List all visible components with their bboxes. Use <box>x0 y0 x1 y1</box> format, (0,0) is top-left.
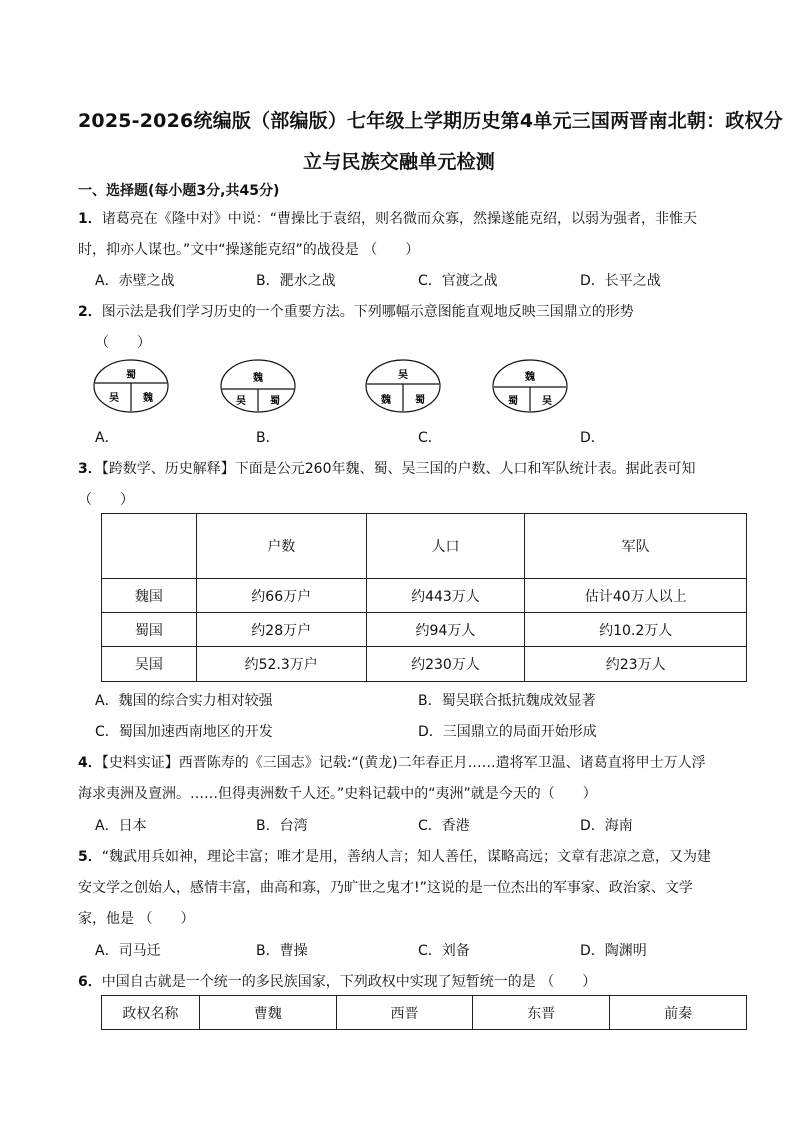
table-header-cell <box>102 514 197 579</box>
q3-option-a: A．魏国的综合实力相对较强 <box>95 693 273 709</box>
question-3 <box>78 458 695 478</box>
table-cell: 蜀国 <box>102 613 197 647</box>
diagram-d <box>492 359 568 413</box>
question-1 <box>78 208 697 228</box>
diagram-label-top: 蜀 <box>126 370 136 381</box>
table-cell: 约28万户 <box>196 613 366 647</box>
table-cell: 约94万人 <box>366 613 525 647</box>
q4-option-c: C．香港 <box>418 818 470 834</box>
table-cell: 西晋 <box>336 996 473 1030</box>
question-number: 5． <box>78 849 102 865</box>
diagram-c <box>365 359 441 413</box>
table-cell: 吴国 <box>102 647 197 682</box>
q3-option-d: D．三国鼎立的局面开始形成 <box>418 724 597 740</box>
diagram-label-left: 魏 <box>381 395 391 406</box>
table-cell: 约443万人 <box>366 579 525 613</box>
table-header-cell: 军队 <box>525 514 747 579</box>
table-cell: 约23万人 <box>525 647 747 682</box>
page-title-line2: 立与民族交融单元检测 <box>303 151 496 173</box>
q3-option-c: C．蜀国加速西南地区的开发 <box>95 724 273 740</box>
q2-option-c: C． <box>418 430 442 446</box>
table-cell: 估计40万人以上 <box>525 579 747 613</box>
diagram-label-left: 吴 <box>109 393 119 404</box>
q4-option-b: B．台湾 <box>256 818 308 834</box>
question-text: 【跨数学、历史解释】下面是公元260年魏、蜀、吴三国的户数、人口和军队统计表。据此表可知 <box>101 461 696 477</box>
question-number: 4． <box>78 755 102 771</box>
diagram-label-right: 吴 <box>542 396 552 407</box>
q1-option-c: C．官渡之战 <box>418 273 498 289</box>
diagram-a <box>93 359 169 413</box>
question-number: 1． <box>78 211 102 227</box>
question-text: 图示法是我们学习历史的一个重要方法。下列哪幅示意图能直观地反映三国鼎立的形势 <box>101 304 634 320</box>
table-row <box>102 647 747 682</box>
table-cell: 东晋 <box>473 996 610 1030</box>
question-text: 中国自古就是一个统一的多民族国家，下列政权中实现了短暂统一的是 （ ） <box>101 974 597 990</box>
question-5-line3: 家，他是 （ ） <box>78 911 195 927</box>
diagram-label-top: 魏 <box>253 373 263 384</box>
diagram-label-right: 蜀 <box>270 396 280 407</box>
q4-option-a: A．日本 <box>95 818 147 834</box>
table-cell: 约52.3万户 <box>196 647 366 682</box>
q1-option-b: B．淝水之战 <box>256 273 336 289</box>
table-cell: 约66万户 <box>196 579 366 613</box>
regime-table <box>101 995 747 1030</box>
table-header-cell: 户数 <box>196 514 366 579</box>
table-cell: 前秦 <box>610 996 747 1030</box>
diagram-label-right: 蜀 <box>415 395 425 406</box>
q5-option-d: D．陶渊明 <box>580 943 647 959</box>
diagram-label-left: 蜀 <box>508 396 518 407</box>
table-row <box>102 996 747 1030</box>
q3-option-b: B．蜀吴联合抵抗魏成效显著 <box>418 693 596 709</box>
table-cell: 约230万人 <box>366 647 525 682</box>
page-title: 2025-2026统编版（部编版）七年级上学期历史第4单元三国两晋南北朝：政权分 <box>78 110 783 132</box>
question-2-line2: （ ） <box>95 335 151 351</box>
table-row <box>102 579 747 613</box>
question-3-line2: （ ） <box>78 492 134 508</box>
q1-option-d: D．长平之战 <box>580 273 661 289</box>
table-header-row <box>102 514 747 579</box>
table-cell: 魏国 <box>102 579 197 613</box>
question-number: 2． <box>78 304 102 320</box>
q5-option-a: A．司马迁 <box>95 943 161 959</box>
table-cell: 政权名称 <box>102 996 200 1030</box>
table-cell: 约10.2万人 <box>525 613 747 647</box>
question-number: 6． <box>78 974 102 990</box>
question-4-line2: 海求夷洲及亶洲。……但得夷洲数千人还。”史料记载中的“夷洲”就是今天的（ ） <box>78 786 597 802</box>
table-header-cell: 人口 <box>366 514 525 579</box>
question-text: 【史料实证】西晋陈寿的《三国志》记载:“(黄龙)二年春正月……遣将军卫温、诸葛直将甲士万人浮 <box>101 755 706 771</box>
question-2 <box>78 301 634 321</box>
question-5 <box>78 846 711 866</box>
question-text: “魏武用兵如神，理论丰富；唯才是用，善纳人言；知人善任，谋略高远；文章有悲凉之意，又为建 <box>101 849 712 865</box>
diagram-label-top: 魏 <box>525 372 535 383</box>
stats-table <box>101 513 747 682</box>
q5-option-b: B．曹操 <box>256 943 308 959</box>
question-4 <box>78 752 706 772</box>
section-header: 一、选择题(每小题3分,共45分) <box>78 183 280 199</box>
question-number: 3． <box>78 461 102 477</box>
diagram-b <box>220 359 296 413</box>
q2-option-a: A． <box>95 430 119 446</box>
diagram-label-left: 吴 <box>236 396 246 407</box>
table-cell: 曹魏 <box>199 996 336 1030</box>
q5-option-c: C．刘备 <box>418 943 470 959</box>
q4-option-d: D．海南 <box>580 818 633 834</box>
question-6 <box>78 971 596 991</box>
q2-option-d: D． <box>580 430 605 446</box>
diagram-label-top: 吴 <box>398 370 408 381</box>
q2-option-b: B． <box>256 430 280 446</box>
diagram-label-right: 魏 <box>143 393 153 404</box>
table-row <box>102 613 747 647</box>
question-text: 诸葛亮在《隆中对》中说：“曹操比于袁绍，则名微而众寡，然操遂能克绍，以弱为强者，非惟天 <box>101 211 698 227</box>
question-1-line2: 时，抑亦人谋也。”文中“操遂能克绍”的战役是 （ ） <box>78 242 420 258</box>
q1-option-a: A．赤壁之战 <box>95 273 175 289</box>
question-5-line2: 安文学之创始人，感情丰富，曲高和寡，乃旷世之鬼才!”这说的是一位杰出的军事家、政治家、文学 <box>78 880 693 896</box>
